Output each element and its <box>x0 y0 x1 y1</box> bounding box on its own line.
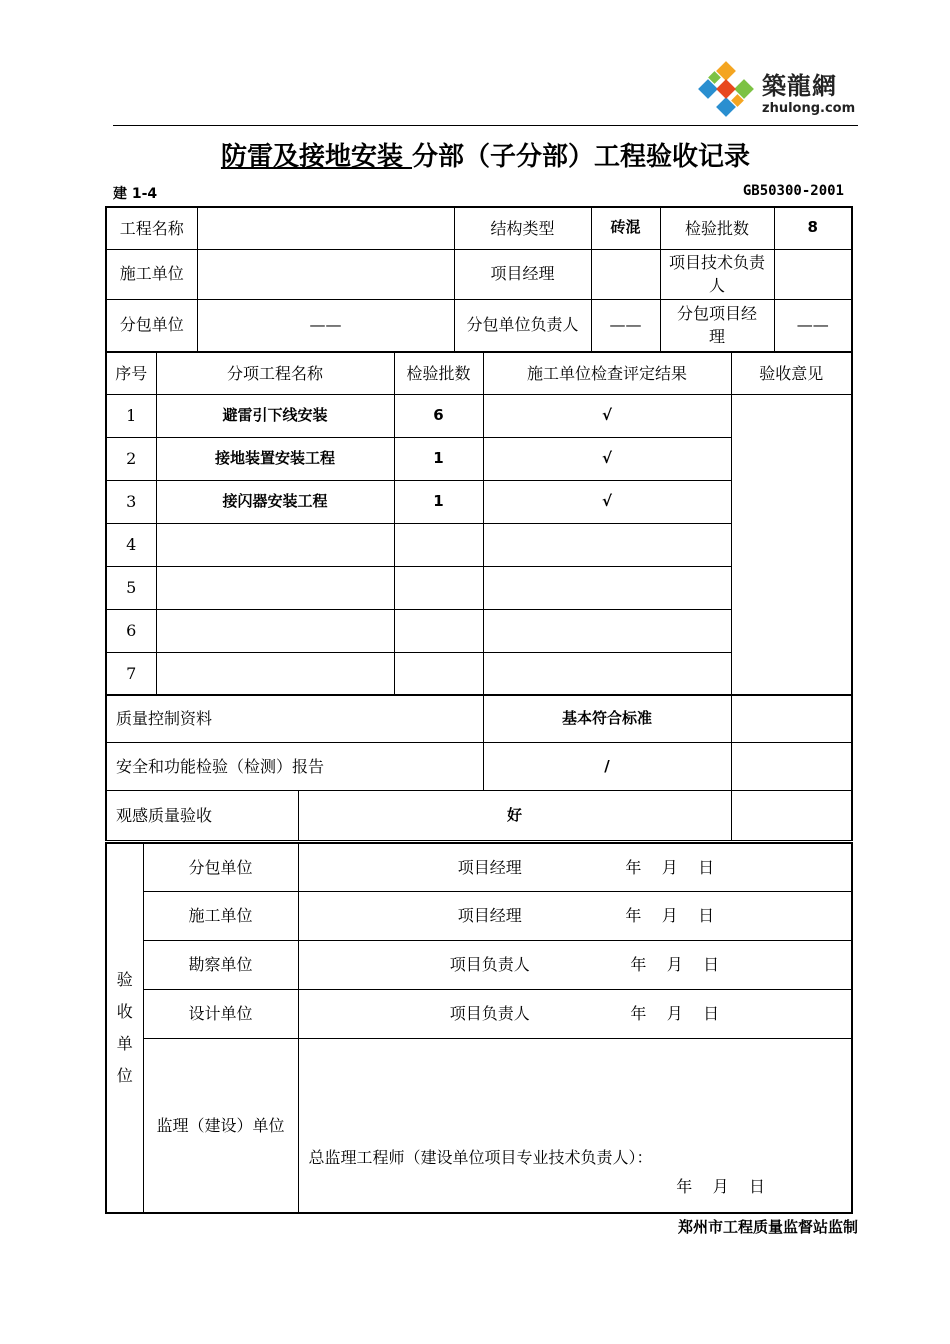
sub-lead-value[interactable]: —— <box>591 299 660 351</box>
batch-count-value[interactable]: 8 <box>774 207 852 249</box>
supervisor-sign[interactable] <box>298 1038 852 1213</box>
item-seq: 2 <box>106 437 156 480</box>
item-result[interactable] <box>483 652 731 695</box>
contractor-label: 施工单位 <box>106 249 197 299</box>
tech-lead-value[interactable] <box>774 249 852 299</box>
appearance-value[interactable]: 好 <box>298 791 731 841</box>
item-name[interactable] <box>156 523 394 566</box>
footer-issuer: 郑州市工程质量监督站监制 <box>677 1218 858 1236</box>
role-label: 项目经理 <box>457 857 522 877</box>
form-code: 建 1-4 <box>113 186 158 202</box>
item-result[interactable] <box>483 566 731 609</box>
sign-row[interactable] <box>298 940 852 989</box>
sign-row[interactable] <box>298 989 852 1038</box>
info-table <box>105 206 853 352</box>
date-label: 年 月 日 <box>625 905 715 925</box>
item-name[interactable]: 接地装置安装工程 <box>156 437 394 480</box>
header-result: 施工单位检查评定结果 <box>483 352 731 394</box>
item-result[interactable]: √ <box>483 480 731 523</box>
title-rest: 分部（子分部）工程验收记录 <box>412 142 751 172</box>
date-label: 年 月 日 <box>630 1003 720 1023</box>
side-char: 单 <box>116 1034 133 1053</box>
item-name[interactable] <box>156 566 394 609</box>
item-batches[interactable]: 1 <box>394 480 483 523</box>
item-name[interactable]: 避雷引下线安装 <box>156 394 394 437</box>
batch-count-label: 检验批数 <box>660 207 774 249</box>
sub-label: 分包单位 <box>106 299 197 351</box>
item-seq: 1 <box>106 394 156 437</box>
project-name-label: 工程名称 <box>106 207 197 249</box>
safety-opinion[interactable] <box>731 743 852 791</box>
pm-value[interactable] <box>591 249 660 299</box>
sub-lead-label: 分包单位负责人 <box>454 299 591 351</box>
item-seq: 4 <box>106 523 156 566</box>
item-batches[interactable] <box>394 609 483 652</box>
acceptance-side-label <box>106 843 143 1213</box>
quality-opinion[interactable] <box>731 695 852 743</box>
side-char: 位 <box>116 1066 133 1085</box>
item-result[interactable]: √ <box>483 437 731 480</box>
unit-name: 分包单位 <box>143 843 298 891</box>
tech-lead-label: 项目技术负责人 <box>660 249 774 299</box>
role-label: 项目经理 <box>457 905 522 925</box>
unit-name: 勘察单位 <box>143 940 298 989</box>
item-result[interactable] <box>483 523 731 566</box>
item-name[interactable] <box>156 652 394 695</box>
page-title <box>113 136 858 173</box>
appearance-opinion[interactable] <box>731 791 852 841</box>
title-project-type: 防雷及接地安装 <box>220 142 413 172</box>
item-seq: 7 <box>106 652 156 695</box>
sub-pm-value[interactable]: —— <box>774 299 852 351</box>
pm-label: 项目经理 <box>454 249 591 299</box>
safety-value[interactable]: / <box>483 743 731 791</box>
sub-pm-label: 分包项目经理 <box>660 299 774 351</box>
item-seq: 6 <box>106 609 156 652</box>
item-batches[interactable] <box>394 566 483 609</box>
items-table <box>105 351 853 696</box>
brand-name: 築龍網 <box>762 72 837 100</box>
unit-name: 监理（建设）单位 <box>143 1038 298 1213</box>
item-batches[interactable] <box>394 652 483 695</box>
quality-value[interactable]: 基本符合标准 <box>483 695 731 743</box>
side-char: 验 <box>116 970 133 989</box>
item-batches[interactable] <box>394 523 483 566</box>
item-batches[interactable]: 6 <box>394 394 483 437</box>
item-seq: 5 <box>106 566 156 609</box>
safety-label: 安全和功能检验（检测）报告 <box>106 743 483 791</box>
project-name-value[interactable] <box>197 207 454 249</box>
item-batches[interactable]: 1 <box>394 437 483 480</box>
supervisor-date: 年 月 日 <box>676 1176 765 1196</box>
sign-row[interactable] <box>298 843 852 891</box>
structure-type-value[interactable]: 砖混 <box>591 207 660 249</box>
item-seq: 3 <box>106 480 156 523</box>
date-label: 年 月 日 <box>625 857 715 877</box>
supervisor-sign-label: 总监理工程师（建设单位项目专业技术负责人）： <box>308 1147 653 1167</box>
standard-code: GB50300-2001 <box>742 183 844 199</box>
role-label: 项目负责人 <box>449 954 530 974</box>
item-result[interactable] <box>483 609 731 652</box>
header-name: 分项工程名称 <box>156 352 394 394</box>
unit-name: 施工单位 <box>143 891 298 940</box>
item-result[interactable]: √ <box>483 394 731 437</box>
brand-url: zhulong.com <box>762 101 856 116</box>
unit-name: 设计单位 <box>143 989 298 1038</box>
date-label: 年 月 日 <box>630 954 720 974</box>
item-name[interactable] <box>156 609 394 652</box>
header-rule <box>113 125 858 126</box>
quality-label: 质量控制资料 <box>106 695 483 743</box>
header-batches: 检验批数 <box>394 352 483 394</box>
summary-table <box>105 694 853 841</box>
sub-value[interactable]: —— <box>197 299 454 351</box>
header-opinion: 验收意见 <box>731 352 852 394</box>
contractor-value[interactable] <box>197 249 454 299</box>
sign-row[interactable] <box>298 891 852 940</box>
role-label: 项目负责人 <box>449 1003 530 1023</box>
structure-type-label: 结构类型 <box>454 207 591 249</box>
side-char: 收 <box>116 1002 133 1021</box>
header-seq: 序号 <box>106 352 156 394</box>
acceptance-table <box>105 842 853 1214</box>
item-name[interactable]: 接闪器安装工程 <box>156 480 394 523</box>
appearance-label: 观感质量验收 <box>106 791 298 841</box>
opinion-cell[interactable] <box>731 394 852 695</box>
